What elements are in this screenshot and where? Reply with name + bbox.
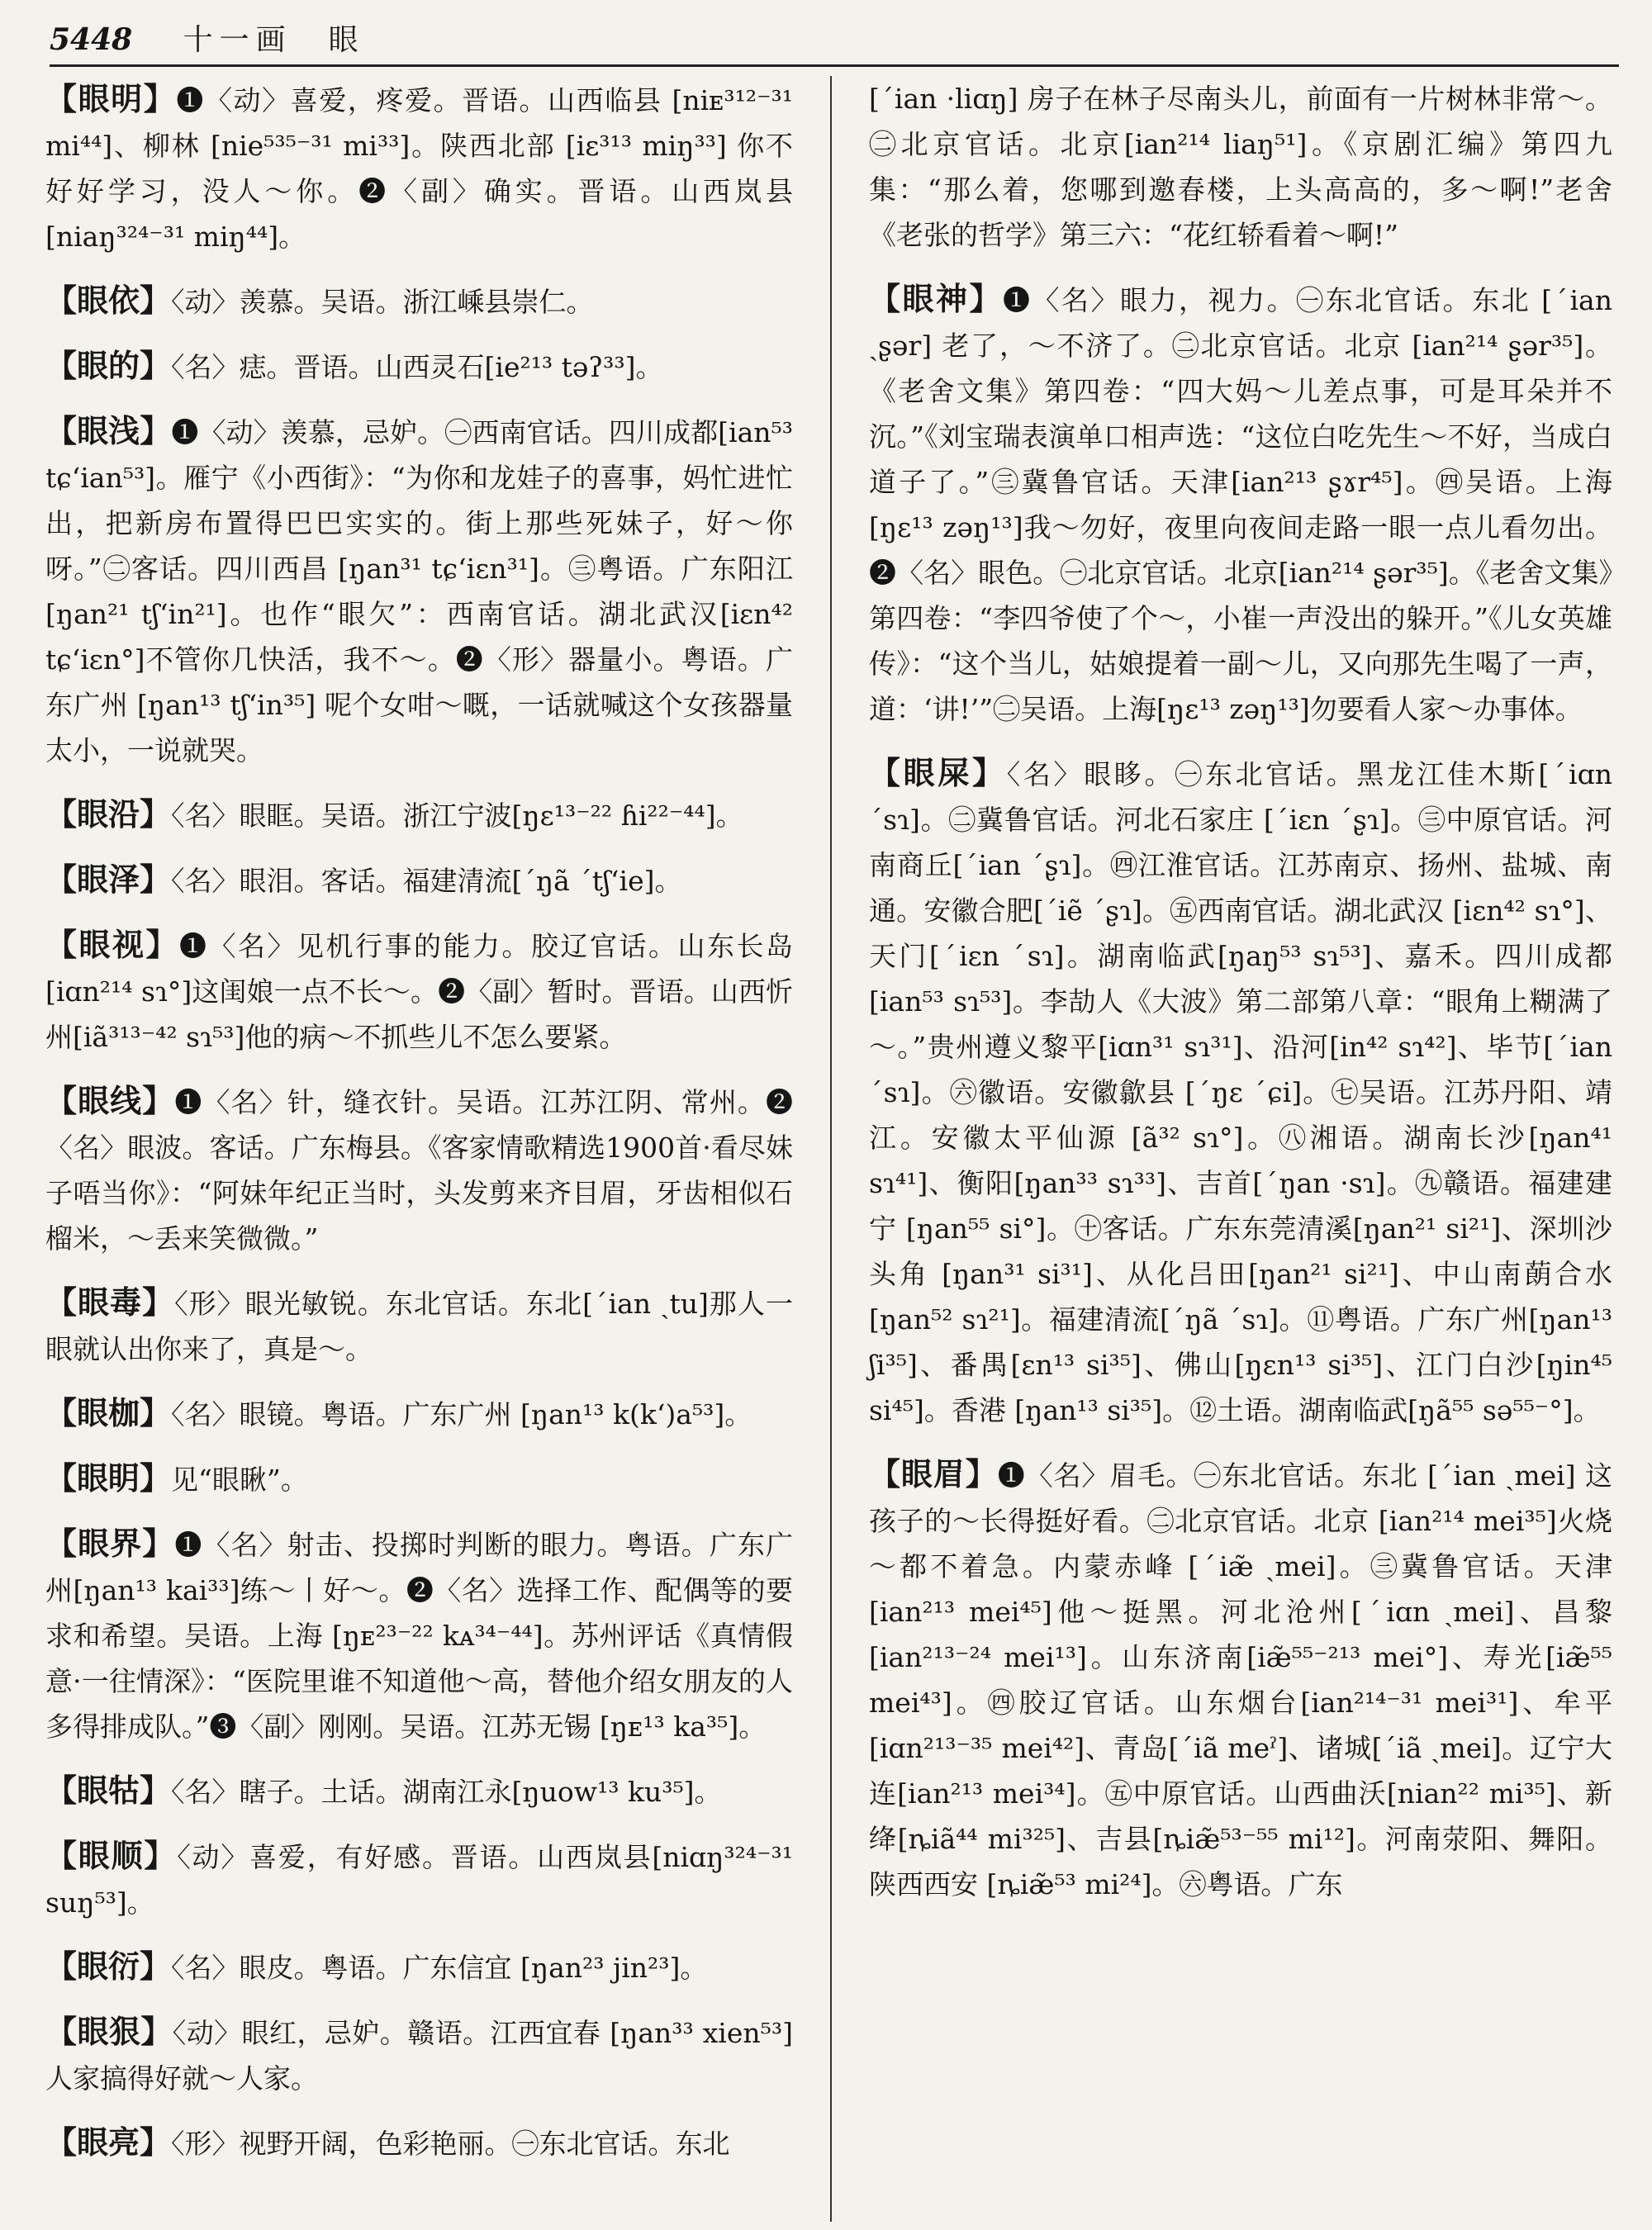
entry-headword: 【眼依】 (45, 282, 172, 319)
entry-definition: 〈名〉眼眵。㊀东北官话。黑龙江佳木斯[ˊiɑn ˊsɿ]。㊁冀鲁官话。河北石家庄 [ˊiɛn ˊʂɿ]。㊂中原官话。河南商丘[ˊian ˊʂɿ]。㊃江淮官话。江苏南京、扬州、盐城、南通。安徽合肥[ˊiẽ ˊʂɿ]。㊄西南官话。湖北武汉 [iɛn⁴² sɿ°]、天门[ˊiɛn ˊsɿ]。湖南临武[ŋaŋ⁵³ sɿ⁵³]、嘉禾。四川成都[ian⁵³ sɿ⁵³]。李劼人《大波》第二部第八章：“眼角上糊满了～。”贵州遵义黎平[iɑn³¹ sɿ³¹]、沿河[in⁴² sɿ⁴²]、毕节[ˊian ˊsɿ]。㊅徽语。安徽歙县 [ˊŋɛ ˊɕi]。㊆吴语。江苏丹阳、靖江。安徽太平仙源 [ã³² sɿ°]。㊇湘语。湖南长沙[ŋan⁴¹ sɿ⁴¹]、衡阳[ŋan³³ sɿ³³]、吉首[ˊŋan ·sɿ]。㊈赣语。福建建宁 [ŋan⁵⁵ si°]。㊉客话。广东东莞清溪[ŋan²¹ si²¹]、深圳沙头角 [ŋan³¹ si³¹]、从化吕田[ŋan²¹ si²¹]、中山南蓢合水 [ŋan⁵² sɿ²¹]。福建清流[ˊŋã ˊsɿ]。⑪粤语。广东广州[ŋan¹³ ʃi³⁵]、番禺[ɛn¹³ si³⁵]、佛山[ŋɛn¹³ si³⁵]、江门白沙[ŋin⁴⁵ si⁴⁵]。香港 [ŋan¹³ si³⁵]。⑫土语。湖南临武[ŋã⁵⁵ sə⁵⁵⁻°]。 (869, 758, 1612, 1426)
dictionary-entry (45, 1078, 793, 1261)
entry-headword: 【眼的】 (45, 347, 172, 384)
entry-headword: 【眼线】 (45, 1082, 175, 1119)
entry-definition: ❶〈名〉射击、投掷时判断的眼力。粤语。广东广州[ŋan¹³ kai³³]练～丨好～。❷〈名〉选择工作、配偶等的要求和希望。吴语。上海 [ŋᴇ²³⁻²² kᴀ³⁴⁻⁴⁴]。苏州评话《真情假意·一往情深》：“医院里谁不知道他～高，替他介绍女朋友的人多得排成队。”❸〈副〉刚刚。吴语。江苏无锡 [ŋᴇ¹³ ka³⁵]。 (45, 1529, 793, 1743)
column-divider (830, 76, 832, 2222)
entry-headword: 【眼泽】 (45, 861, 172, 898)
dictionary-entry (45, 1833, 793, 1925)
entry-definition: 〈名〉眼眶。吴语。浙江宁波[ŋɛ¹³⁻²² ɦi²²⁻⁴⁴]。 (171, 799, 743, 832)
entry-definition: 〈形〉视野开阔，色彩艳丽。㊀东北官话。东北 (171, 2128, 730, 2160)
dictionary-entry (45, 1943, 793, 1990)
entry-headword: 【眼亮】 (45, 2123, 172, 2161)
entry-definition: 〈动〉喜爱，有好感。晋语。山西岚县[niɑŋ³²⁴⁻³¹ suŋ⁵³]。 (45, 1841, 793, 1919)
entry-definition: ❶〈名〉眉毛。㊀东北官话。东北 [ˊian ˏmei] 这孩子的～长得挺好看。㊁北京官话。北京 [ian²¹⁴ mei³⁵]火烧～都不着急。内蒙赤峰 [ˊiæ̃ ˏmei]。㊂冀鲁官话。天津[ian²¹³ mei⁴⁵]他～挺黑。河北沧州[ˊiɑn ˏmei]、昌黎 [ian²¹³⁻²⁴ mei¹³]。山东济南[iæ̃⁵⁵⁻²¹³ mei°]、寿光[iæ̃⁵⁵ mei⁴³]。㊃胶辽官话。山东烟台[ian²¹⁴⁻³¹ mei³¹]、牟平[iɑn²¹³⁻³⁵ mei⁴²]、青岛[ˊiã meˀ]、诸城[ˊiã ˏmei]。辽宁大连[ian²¹³ mei³⁴]。㊄中原官话。山西曲沃[nian²² mi³⁵]、新绛[ȵiã⁴⁴ mi³²⁵]、吉县[ȵiæ̃⁵³⁻⁵⁵ mi¹²]。河南荥阳、舞阳。陕西西安 [ȵiæ̃⁵³ mi²⁴]。㊅粤语。广东 (869, 1459, 1612, 1900)
entry-definition: 〈名〉痣。晋语。山西灵石[ie²¹³ təʔ³³]。 (171, 351, 663, 383)
dictionary-entry (869, 1451, 1612, 1907)
dictionary-entry (45, 343, 793, 390)
entry-headword: 【眼神】 (869, 280, 1004, 317)
dictionary-entry (45, 791, 793, 838)
left-column (45, 76, 793, 2222)
entry-definition: 〈名〉眼泪。客话。福建清流[ˊŋã ˊtʃʻie]。 (171, 865, 682, 897)
dictionary-entry (45, 2119, 793, 2166)
entry-headword: 【眼毒】 (45, 1283, 175, 1321)
entry-definition: 〈动〉眼红，忌妒。赣语。江西宜春 [ŋan³³ xien⁵³] 人家搞得好就～人家。 (45, 2017, 793, 2095)
entry-headword: 【眼眉】 (869, 1455, 998, 1492)
dictionary-entry (45, 408, 793, 773)
dictionary-entry (869, 276, 1612, 732)
section-title: 十一画 眼 (183, 23, 365, 57)
dictionary-entry (45, 1455, 793, 1502)
continued-entry-text: [ˊian ·liɑŋ] 房子在林子尽南头儿，前面有一片树林非常～。㊁北京官话。北京[ian²¹⁴ liaŋ⁵¹]。《京剧汇编》第四九集：“那么着，您哪到邀春楼，上头高高的，多～啊!”老舍《老张的哲学》第三六：“花红轿看着～啊!” (869, 83, 1612, 251)
entry-headword: 【眼屎】 (869, 754, 1007, 791)
entry-headword: 【眼衍】 (45, 1948, 172, 1985)
dictionary-entry (45, 278, 793, 325)
right-entries (869, 276, 1612, 1907)
entry-definition: ❶〈名〉针，缝衣针。吴语。江苏江阴、常州。❷〈名〉眼波。客话。广东梅县。《客家情歌精选1900首·看尽妹子唔当你》：“阿妹年纪正当时，头发剪来齐目眉，牙齿相似石榴米，～丢来笑微微。” (45, 1086, 793, 1255)
entry-definition: 〈形〉眼光敏锐。东北官话。东北[ˊian ˏtu]那人一眼就认出你来了，真是～。 (45, 1288, 793, 1365)
entry-headword: 【眼明】 (45, 80, 177, 117)
entry-headword: 【眼浅】 (45, 412, 172, 449)
dictionary-entry (45, 1521, 793, 1749)
entry-definition: 〈名〉眼镜。粤语。广东广州 [ŋan¹³ k(kʻ)a⁵³]。 (171, 1398, 752, 1431)
page-number: 5448 (50, 22, 133, 57)
dictionary-entry (45, 1279, 793, 1372)
dictionary-entry (45, 1390, 793, 1437)
entry-definition: 见“眼瞅”。 (171, 1464, 308, 1496)
entry-headword: 【眼沿】 (45, 795, 172, 833)
entry-headword: 【眼眀】 (45, 1459, 172, 1497)
entry-definition: ❶〈动〉羡慕，忌妒。㊀西南官话。四川成都[ian⁵³ tɕʻian⁵³]。雁宁《小西街》：“为你和龙娃子的喜事，妈忙进忙出，把新房布置得巴巴实实的。街上那些死妹子，好～你呀。”㊁客话。四川西昌 [ŋan³¹ tɕʻiɛn³¹]。㊂粤语。广东阳江 [ŋan²¹ tʃʻin²¹]。也作“眼欠”：西南官话。湖北武汉[iɛn⁴² tɕʻiɛn°]不管你几快活，我不～。❷〈形〉器量小。粤语。广东广州 [ŋan¹³ tʃʻin³⁵] 呢个女咁～嘅，一话就喊这个女孩器量太小，一说就哭。 (45, 416, 793, 766)
entry-definition: 〈名〉瞎子。土话。湖南江永[ŋuow¹³ ku³⁵]。 (171, 1776, 722, 1808)
dictionary-entry (45, 856, 793, 904)
dictionary-entry (45, 1767, 793, 1815)
entry-definition: ❶〈动〉喜爱，疼爱。晋语。山西临县 [niᴇ³¹²⁻³¹ mi⁴⁴]、柳林 [nie⁵³⁵⁻³¹ mi³³]。陕西北部 [iɛ³¹³ miŋ³³] 你不好好学习，没人～你。❷〈副〉确实。晋语。山西岚县[niaŋ³²⁴⁻³¹ miŋ⁴⁴]。 (45, 84, 793, 253)
entry-headword: 【眼顺】 (45, 1837, 178, 1874)
entry-definition: ❶〈名〉眼力，视力。㊀东北官话。东北 [ˊian ˏʂər] 老了，～不济了。㊁北京官话。北京 [ian²¹⁴ ʂər³⁵]。《老舍文集》第四卷：“四大妈～儿差点事，可是耳朵并不沉。”《刘宝瑞表演单口相声选：“这位白吃先生～不好，当成白道子了。”㊂冀鲁官话。天津[ian²¹³ ʂɤr⁴⁵]。㊃吴语。上海[ŋɛ¹³ zəŋ¹³]我～勿好，夜里向夜间走路一眼一点儿看勿出。❷〈名〉眼色。㊀北京官话。北京[ian²¹⁴ ʂər³⁵]。《老舍文集》第四卷：“李四爷使了个～，小崔一声没出的躲开。”《儿女英雄传》：“这个当儿，姑娘提着一副～儿，又向那先生喝了一声，道：‘讲!’”㊁吴语。上海[ŋɛ¹³ zəŋ¹³]勿要看人家～办事体。 (869, 284, 1613, 725)
entry-headword: 【眼牯】 (45, 1772, 172, 1809)
dictionary-entry (45, 76, 793, 259)
entry-headword: 【眼枷】 (45, 1394, 172, 1431)
entry-headword: 【眼视】 (45, 926, 179, 963)
entry-definition: 〈名〉眼皮。粤语。广东信宜 [ŋan²³ jin²³]。 (171, 1952, 708, 1984)
dictionary-entry (45, 922, 793, 1060)
dictionary-entry (869, 750, 1612, 1433)
entry-headword: 【眼狠】 (45, 2013, 173, 2050)
entry-headword: 【眼界】 (45, 1525, 175, 1562)
entry-definition: ❶〈名〉见机行事的能力。胶辽官话。山东长岛[iɑn²¹⁴ sɿ°]这闺娘一点不长～。❷〈副〉暂时。晋语。山西忻州[iã³¹³⁻⁴² sɿ⁵³]他的病～不抓些儿不怎么要紧。 (45, 930, 793, 1053)
running-head (50, 15, 1619, 67)
entry-definition: 〈动〉羡慕。吴语。浙江嵊县崇仁。 (171, 286, 594, 318)
right-column (869, 76, 1612, 2222)
dictionary-entry (45, 2009, 793, 2101)
